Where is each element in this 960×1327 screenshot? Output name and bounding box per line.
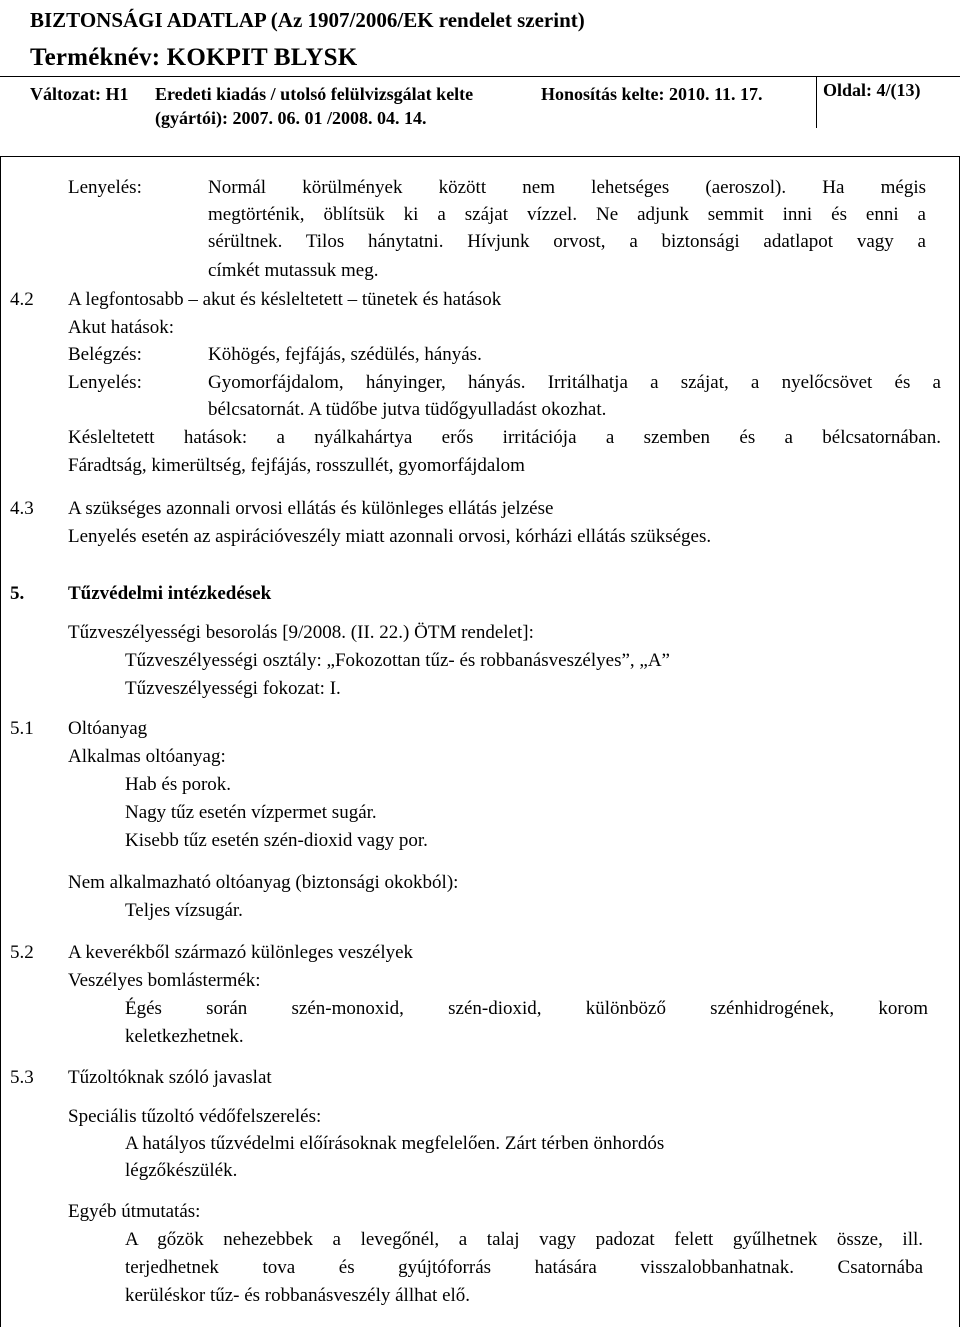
document-title: BIZTONSÁGI ADATLAP (Az 1907/2006/EK rendelet szerint) bbox=[30, 8, 585, 32]
original-issue-dates: (gyártói): 2007. 06. 01 /2008. 04. 14. bbox=[155, 108, 427, 128]
section-number: 4.2 bbox=[10, 289, 34, 310]
section-title: A keverékből származó különleges veszélyek bbox=[68, 942, 414, 963]
localization-date: Honosítás kelte: 2010. 11. 17. bbox=[541, 84, 763, 104]
ppe-text: légzőkészülék. bbox=[125, 1160, 238, 1181]
fire-classification: Tűzveszélyességi besorolás [9/2008. (II. 22.) ÖTM rendelet]: bbox=[68, 622, 534, 643]
section-title: Oltóanyag bbox=[68, 718, 148, 739]
other-guidance-text: terjedhetnek tova és gyújtóforrás hatására visszalobbanhatnak. Csatornába bbox=[125, 1257, 923, 1278]
other-guidance-text: kerüléskor tűz- és robbanásveszély állhat elő. bbox=[125, 1285, 471, 1306]
other-guidance-text: A gőzök nehezebbek a levegőnél, a talaj vagy padozat felett gyűlhetnek össze, ill. bbox=[125, 1229, 923, 1250]
ingestion-line: címkét mutassuk meg. bbox=[208, 260, 379, 281]
section-title: A szükséges azonnali orvosi ellátás és különleges ellátás jelzése bbox=[68, 498, 554, 519]
original-issue-label: Eredeti kiadás / utolsó felülvizsgálat kelte bbox=[155, 84, 474, 104]
unsuitable-media-label: Nem alkalmazható oltóanyag (biztonsági okokból): bbox=[68, 872, 459, 893]
decomposition-text: keletkezhetnek. bbox=[125, 1026, 244, 1047]
fire-grade: Tűzveszélyességi fokozat: I. bbox=[125, 678, 341, 699]
ingestion-line: Normál körülmények között nem lehetséges (aeroszol). Ha mégis bbox=[208, 177, 926, 198]
decomposition-text: Égés során szén-monoxid, szén-dioxid, különböző szénhidrogének, korom bbox=[125, 998, 928, 1019]
suitable-media-label: Alkalmas oltóanyag: bbox=[68, 746, 226, 767]
ingestion-text: bélcsatornát. A tüdőbe jutva tüdőgyulladást okozhat. bbox=[208, 399, 607, 420]
ingestion-text: Gyomorfájdalom, hányinger, hányás. Irritálhatja a szájat, a nyelőcsövet és a bbox=[208, 372, 941, 393]
ppe-text: A hatályos tűzvédelmi előírásoknak megfelelően. Zárt térben önhordós bbox=[125, 1133, 665, 1154]
page-number-box bbox=[816, 76, 960, 128]
ingestion-label: Lenyelés: bbox=[68, 372, 142, 393]
ppe-label: Speciális tűzoltó védőfelszerelés: bbox=[68, 1106, 322, 1127]
delayed-effects-text: Késleltetett hatások: a nyálkahártya erős irritációja a szemben és a bélcsatornában. bbox=[68, 427, 941, 448]
ingestion-label: Lenyelés: bbox=[68, 177, 142, 198]
chapter-title: Tűzvédelmi intézkedések bbox=[68, 583, 272, 604]
ingestion-line: sérültnek. Tilos hánytatni. Hívjunk orvost, a biztonsági adatlapot vagy a bbox=[208, 231, 926, 252]
unsuitable-media-item: Teljes vízsugár. bbox=[125, 900, 243, 921]
section-title: Tűzoltóknak szóló javaslat bbox=[68, 1067, 272, 1088]
suitable-media-item: Hab és porok. bbox=[125, 774, 232, 795]
inhalation-text: Köhögés, fejfájás, szédülés, hányás. bbox=[208, 344, 482, 365]
version-label: Változat: H1 bbox=[30, 84, 129, 104]
suitable-media-item: Kisebb tűz esetén szén-dioxid vagy por. bbox=[125, 830, 428, 851]
section-number: 5.3 bbox=[10, 1067, 34, 1088]
section-text: Lenyelés esetén az aspirációveszély miatt azonnali orvosi, kórházi ellátás szükséges. bbox=[68, 526, 712, 547]
other-guidance-label: Egyéb útmutatás: bbox=[68, 1201, 201, 1222]
section-number: 5.1 bbox=[10, 718, 34, 739]
inhalation-label: Belégzés: bbox=[68, 344, 142, 365]
page-number: Oldal: 4/(13) bbox=[823, 80, 921, 100]
chapter-number: 5. bbox=[10, 583, 25, 604]
fire-class: Tűzveszélyességi osztály: „Fokozottan tűz- és robbanásveszélyes”, „A” bbox=[125, 650, 670, 671]
acute-effects-label: Akut hatások: bbox=[68, 317, 175, 338]
delayed-effects-text: Fáradtság, kimerültség, fejfájás, rosszullét, gyomorfájdalom bbox=[68, 455, 525, 476]
section-number: 5.2 bbox=[10, 942, 34, 963]
section-number: 4.3 bbox=[10, 498, 34, 519]
ingestion-line: megtörténik, öblítsük ki a szájat vízzel. Ne adjunk semmit inni és enni a bbox=[208, 204, 926, 225]
header-divider bbox=[0, 76, 960, 77]
suitable-media-item: Nagy tűz esetén vízpermet sugár. bbox=[125, 802, 377, 823]
section-title: A legfontosabb – akut és késleltetett – tünetek és hatások bbox=[68, 289, 502, 310]
product-name: Terméknév: KOKPIT BLYSK bbox=[30, 44, 358, 71]
decomposition-label: Veszélyes bomlástermék: bbox=[68, 970, 261, 991]
